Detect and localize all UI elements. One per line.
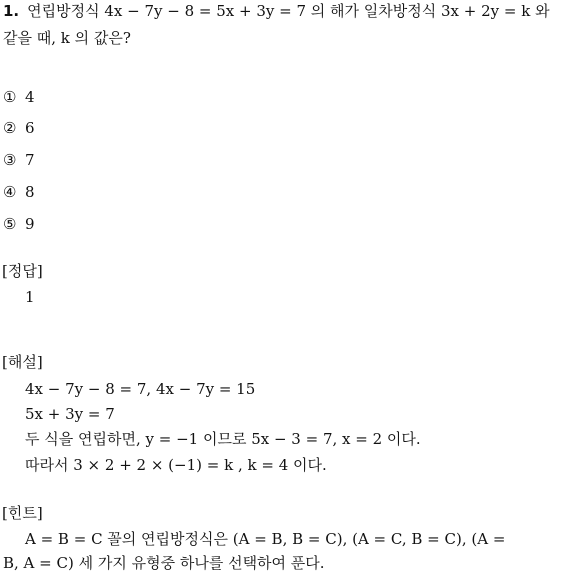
explanation-line-3: 두 식을 연립하면, y = −1 이므로 5x − 3 = 7, x = 2 이다. [25, 430, 421, 448]
question-text-2: 같을 때, k 의 값은? [3, 29, 131, 47]
option-value: 6 [25, 119, 35, 137]
option-marker: ④ [3, 183, 17, 201]
option-value: 8 [25, 183, 35, 201]
question-text-1: 연립방정식 4x − 7y − 8 = 5x + 3y = 7 의 해가 일차방정식 3x + 2y = k 와 [27, 2, 550, 20]
question-line-2 [3, 28, 131, 48]
option-marker: ③ [3, 151, 17, 169]
hint-label: [힌트] [2, 504, 43, 522]
explanation-line-2: 5x + 3y = 7 [25, 405, 115, 423]
explanation-line-4: 따라서 3 × 2 + 2 × (−1) = k , k = 4 이다. [25, 456, 327, 474]
option-marker: ① [3, 88, 17, 106]
answer-value: 1 [25, 288, 35, 306]
option-value: 7 [25, 151, 35, 169]
option-3[interactable] [3, 150, 35, 170]
option-4[interactable] [3, 182, 35, 202]
option-marker: ② [3, 119, 17, 137]
answer-label: [정답] [2, 262, 43, 280]
option-value: 4 [25, 88, 35, 106]
hint-line-1: A = B = C 꼴의 연립방정식은 (A = B, B = C), (A = C, B = C), (A = [25, 530, 506, 548]
hint-line-2: B, A = C) 세 가지 유형중 하나를 선택하여 푼다. [3, 554, 325, 572]
option-2[interactable] [3, 118, 35, 138]
option-marker: ⑤ [3, 215, 17, 233]
question-number: 1. [3, 2, 20, 20]
explanation-label: [해설] [2, 353, 43, 371]
option-5[interactable] [3, 214, 35, 234]
explanation-line-1: 4x − 7y − 8 = 7, 4x − 7y = 15 [25, 380, 256, 398]
option-value: 9 [25, 215, 35, 233]
option-1[interactable] [3, 87, 35, 107]
question-line-1 [3, 1, 550, 21]
